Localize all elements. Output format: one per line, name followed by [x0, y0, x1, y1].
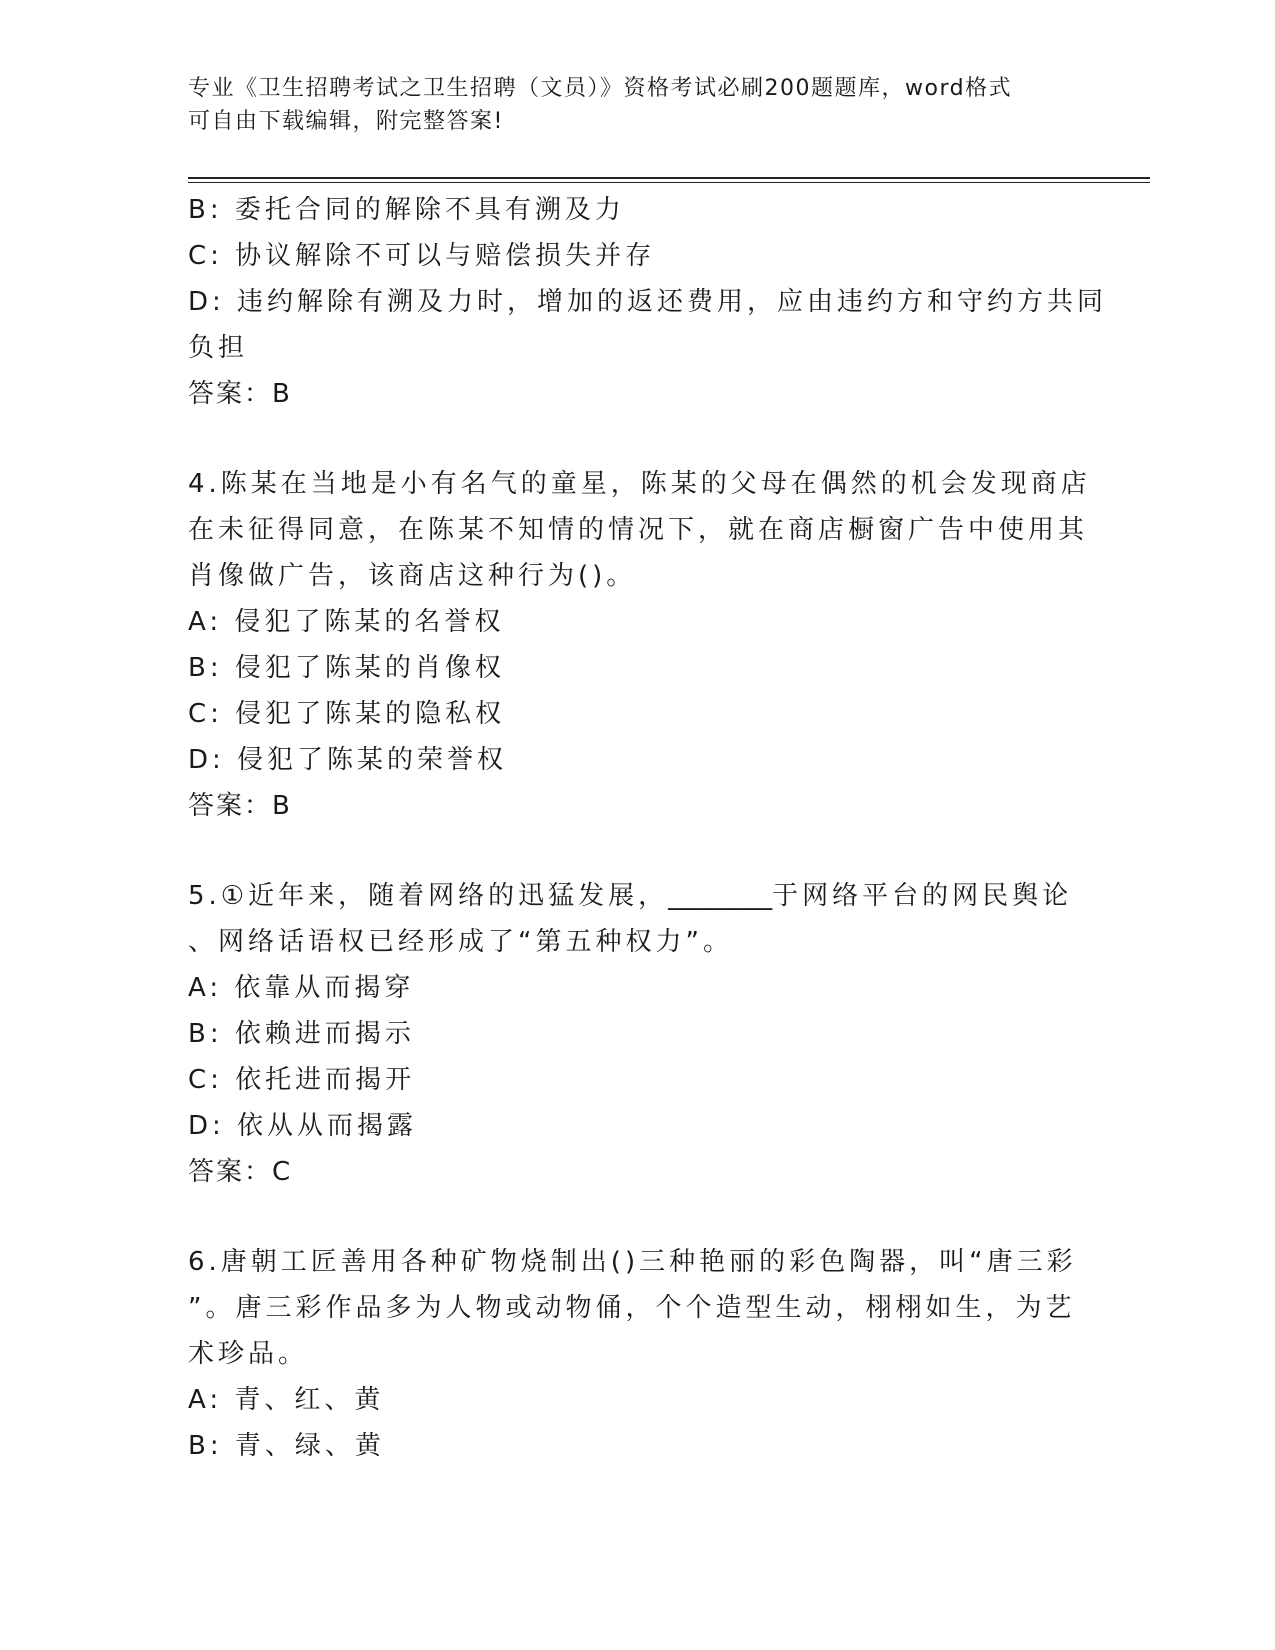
question-6-option-b: B: 青、绿、黄 — [188, 1431, 385, 1461]
question-3-option-b: B: 委托合同的解除不具有溯及力 — [188, 195, 625, 225]
question-6-stem-line-2: ”。唐三彩作品多为人物或动物俑，个个造型生动，栩栩如生，为艺 — [188, 1293, 1076, 1323]
question-3-option-d-line-2: 负担 — [188, 333, 249, 363]
question-6-stem-line-3: 术珍品。 — [188, 1339, 309, 1369]
spacer — [188, 1195, 1088, 1239]
question-5-answer: 答案：C — [188, 1157, 293, 1187]
header-title-line-2: 可自由下载编辑，附完整答案! — [188, 109, 504, 134]
question-4-option-d: D: 侵犯了陈某的荣誉权 — [188, 745, 508, 775]
question-5-option-a: A: 依靠从而揭穿 — [188, 973, 415, 1003]
spacer — [188, 829, 1088, 873]
question-5-stem-part-b: 于网络平台的网民舆论 — [772, 881, 1073, 911]
question-5-stem-line-2: 、网络话语权已经形成了“第五种权力”。 — [188, 927, 733, 957]
question-4-stem-line-1: 4.陈某在当地是小有名气的童星，陈某的父母在偶然的机会发现商店 — [188, 469, 1091, 499]
header-divider-thick — [188, 177, 1150, 179]
fill-in-blank: ________ — [668, 881, 773, 911]
question-3-answer: 答案：B — [188, 379, 292, 409]
question-6-option-a: A: 青、红、黄 — [188, 1385, 385, 1415]
question-4-stem-line-2: 在未征得同意，在陈某不知情的情况下，就在商店橱窗广告中使用其 — [188, 515, 1089, 545]
question-4-option-c: C: 侵犯了陈某的隐私权 — [188, 699, 506, 729]
question-4-option-b: B: 侵犯了陈某的肖像权 — [188, 653, 505, 683]
spacer — [188, 417, 1088, 461]
header-title-line-1: 专业《卫生招聘考试之卫生招聘（文员）》资格考试必刷200题题库，word格式 — [188, 76, 1013, 101]
question-6-stem-line-1: 6.唐朝工匠善用各种矿物烧制出()三种艳丽的彩色陶器，叫“唐三彩 — [188, 1247, 1077, 1277]
question-5-stem-line-1 — [188, 873, 1088, 919]
header-divider-thin — [188, 182, 1150, 183]
document-header — [188, 72, 1088, 138]
question-3 — [188, 187, 1108, 417]
question-3-option-c: C: 协议解除不可以与赔偿损失并存 — [188, 241, 656, 271]
question-5-option-c: C: 依托进而揭开 — [188, 1065, 416, 1095]
question-4-option-a: A: 侵犯了陈某的名誉权 — [188, 607, 505, 637]
question-5 — [188, 873, 1088, 1195]
question-6 — [188, 1239, 1088, 1469]
question-list — [188, 187, 1108, 1469]
question-5-option-b: B: 依赖进而揭示 — [188, 1019, 415, 1049]
question-5-stem-part-a: 5.①近年来，随着网络的迅猛发展， — [188, 881, 669, 911]
question-3-option-d-line-1: D: 违约解除有溯及力时，增加的返还费用，应由违约方和守约方共同 — [188, 287, 1108, 317]
question-4 — [188, 461, 1091, 829]
question-4-answer: 答案：B — [188, 791, 292, 821]
question-4-stem-line-3: 肖像做广告，该商店这种行为()。 — [188, 561, 637, 591]
question-5-option-d: D: 依从从而揭露 — [188, 1111, 418, 1141]
